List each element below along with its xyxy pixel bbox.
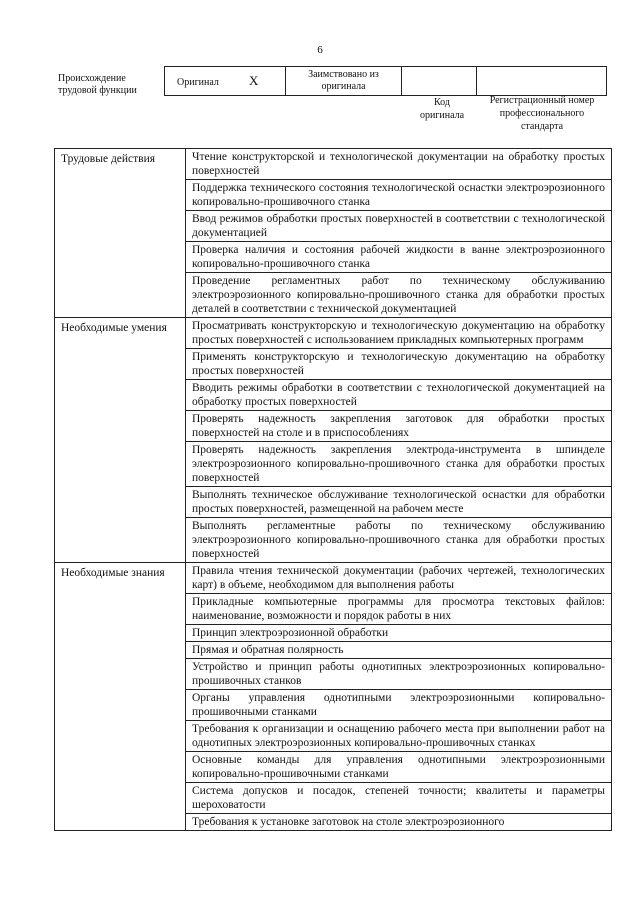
reg-number-cell	[477, 67, 606, 95]
code-cell	[402, 67, 477, 95]
list-item: Правила чтения технической документации (рабочих чертежей, технологических карт) в объеме, необходимом для выполнения работы	[186, 563, 611, 594]
section-row	[55, 563, 612, 831]
list-item: Выполнять техническое обслуживание технологической оснастки для обработки простых поверхностей, размещенной на рабочем месте	[186, 487, 611, 518]
borrowed-cell: Заимствовано из оригинала	[286, 67, 402, 95]
list-item: Проверка наличия и состояния рабочей жидкости в ванне электроэрозионного копировально-прошивочного станка	[186, 242, 611, 273]
origin-table	[164, 66, 607, 96]
section-row	[55, 318, 612, 563]
original-mark: X	[249, 73, 259, 88]
list-item: Применять конструкторскую и технологическую документацию на обработку простых поверхностей	[186, 349, 611, 380]
list-item: Требования к организации и оснащению рабочего места при выполнении работ на однотипных электроэрозионных копировально-прошивочных станках	[186, 721, 611, 752]
section-items	[186, 149, 612, 318]
original-label: Оригинал	[177, 77, 219, 88]
section-items	[186, 563, 612, 831]
list-item: Поддержка технического состояния технологической оснастки электроэрозионного копировально-прошивочного станка	[186, 180, 611, 211]
list-item: Основные команды для управления однотипными электроэрозионными копировально-прошивочными станками	[186, 752, 611, 783]
list-item: Чтение конструкторской и технологической документации на обработку простых поверхностей	[186, 149, 611, 180]
list-item: Система допусков и посадок, степеней точности; квалитеты и параметры шероховатости	[186, 783, 611, 814]
list-item: Требования к установке заготовок на столе электроэрозионного	[192, 816, 505, 828]
list-item: Выполнять регламентные работы по техническому обслуживанию электроэрозионного копировально-прошивочного станка для обработки простых поверхностей	[192, 520, 605, 560]
list-item: Принцип электроэрозионной обработки	[186, 625, 611, 642]
list-item: Проведение регламентных работ по техническому обслуживанию электроэрозионного копировально-прошивочного станка для обработки простых деталей в соответствии с технической документацией	[192, 275, 605, 315]
page-number: 6	[317, 44, 323, 56]
list-item: Устройство и принцип работы однотипных электроэрозионных копировально-прошивочных станков	[186, 659, 611, 690]
list-item: Проверять надежность закрепления электрода-инструмента в шпинделе электроэрозионного копировально-прошивочного станка для обработки простых поверхностей	[186, 442, 611, 487]
list-item: Органы управления однотипными электроэрозионными копировально-прошивочными станками	[186, 690, 611, 721]
list-item: Вводить режимы обработки в соответствии с технологической документацией на обработку простых поверхностей	[186, 380, 611, 411]
list-item: Прямая и обратная полярность	[186, 642, 611, 659]
section-items	[186, 318, 612, 563]
section-label: Трудовые действия	[55, 149, 186, 318]
reg-caption: Регистрационный номер профессионального стандарта	[489, 95, 595, 132]
section-row	[55, 149, 612, 318]
section-label: Необходимые знания	[55, 563, 186, 831]
list-item: Проверять надежность закрепления заготовок для обработки простых поверхностей на столе и в приспособлениях	[186, 411, 611, 442]
code-caption: Код оригинала	[419, 97, 465, 121]
list-item: Просматривать конструкторскую и технологическую документацию на обработку простых поверхностей с использованием прикладных компьютерных программ	[186, 318, 611, 349]
original-cell	[165, 67, 286, 95]
list-item: Прикладные компьютерные программы для просмотра текстовых файлов: наименование, возможности и порядок работы в них	[186, 594, 611, 625]
section-label: Необходимые умения	[55, 318, 186, 563]
function-table	[54, 148, 612, 831]
origin-label: Происхождение трудовой функции	[58, 73, 137, 96]
list-item: Ввод режимов обработки простых поверхностей в соответствии с технологической документацией	[186, 211, 611, 242]
